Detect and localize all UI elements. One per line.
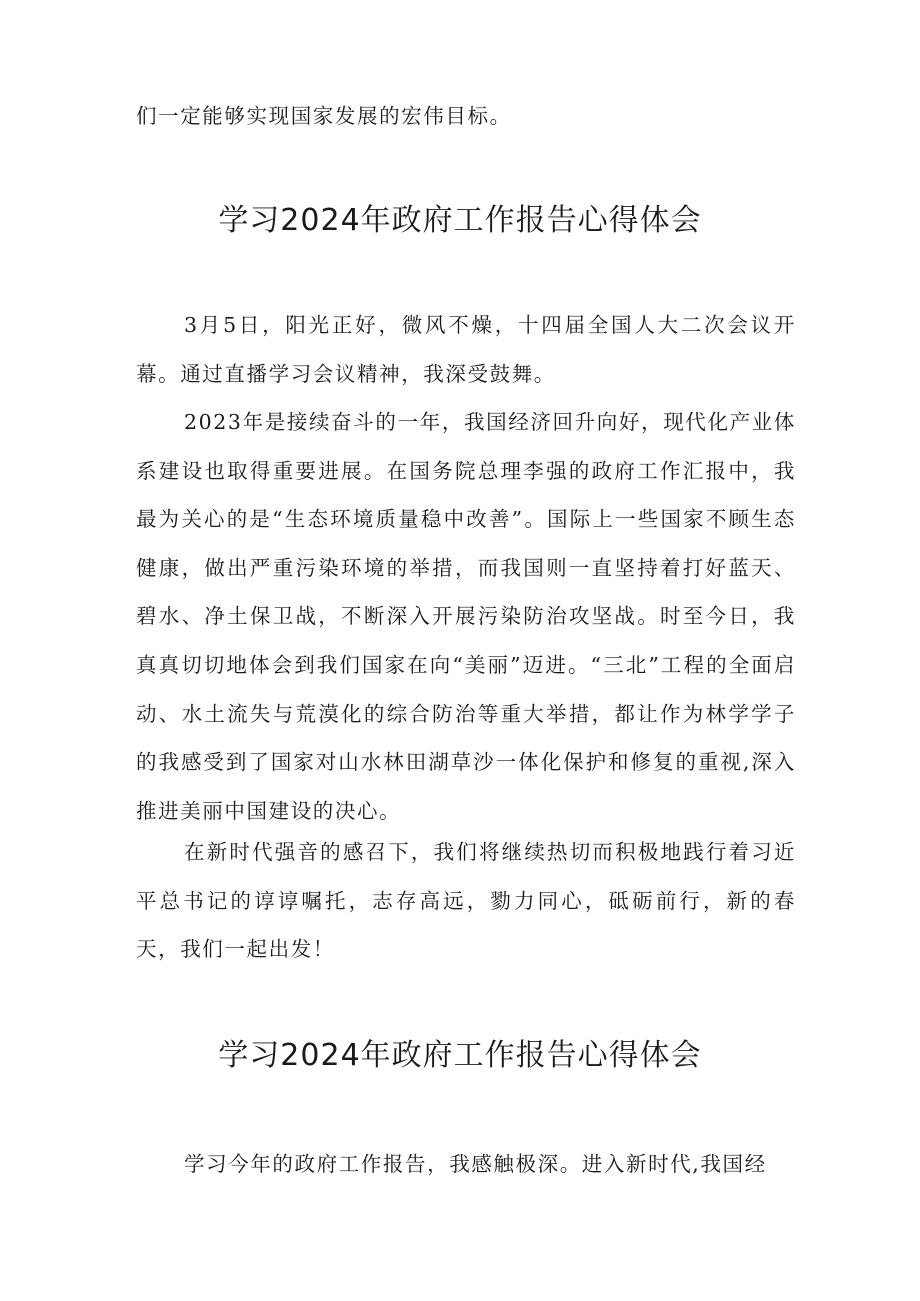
section-1-paragraph-3: 在新时代强音的感召下，我们将继续热切而积极地践行着习近平总书记的谆谆嘱托，志存高远，勠力同心，砥砺前行，新的春天，我们一起出发！ [136, 840, 796, 962]
section-2-title: 学习2024年政府工作报告心得体会 [218, 1038, 702, 1073]
section-1-paragraph-1: 3月5日，阳光正好，微风不燥，十四届全国人大二次会议开幕。通过直播学习会议精神，我深受鼓舞。 [136, 313, 796, 386]
section-1-paragraph-2: 2023年是接续奋斗的一年，我国经济回升向好，现代化产业体系建设也取得重要进展。在国务院总理李强的政府工作汇报中，我最为关心的是“生态环境质量稳中改善”。国际上一些国家不顾生态健康，做出严重污染环境的举措，而我国则一直坚持着打好蓝天、碧水、净土保卫战，不断深入开展污染防治攻坚战。时至今日，我真真切切地体会到我们国家在向“美丽”迈进。“三北”工程的全面启动、水土流失与荒漠化的综合防治等重大举措，都让作为林学学子的我感受到了国家对山水林田湖草沙一体化保护和修复的重视,深入推进美丽中国建设的决心。 [136, 410, 796, 823]
continuation-paragraph: 们一定能够实现国家发展的宏伟目标。 [136, 104, 512, 128]
section-1-title: 学习2024年政府工作报告心得体会 [218, 203, 702, 238]
section-2-paragraph-1: 学习今年的政府工作报告，我感触极深。进入新时代,我国经 [184, 1152, 767, 1176]
